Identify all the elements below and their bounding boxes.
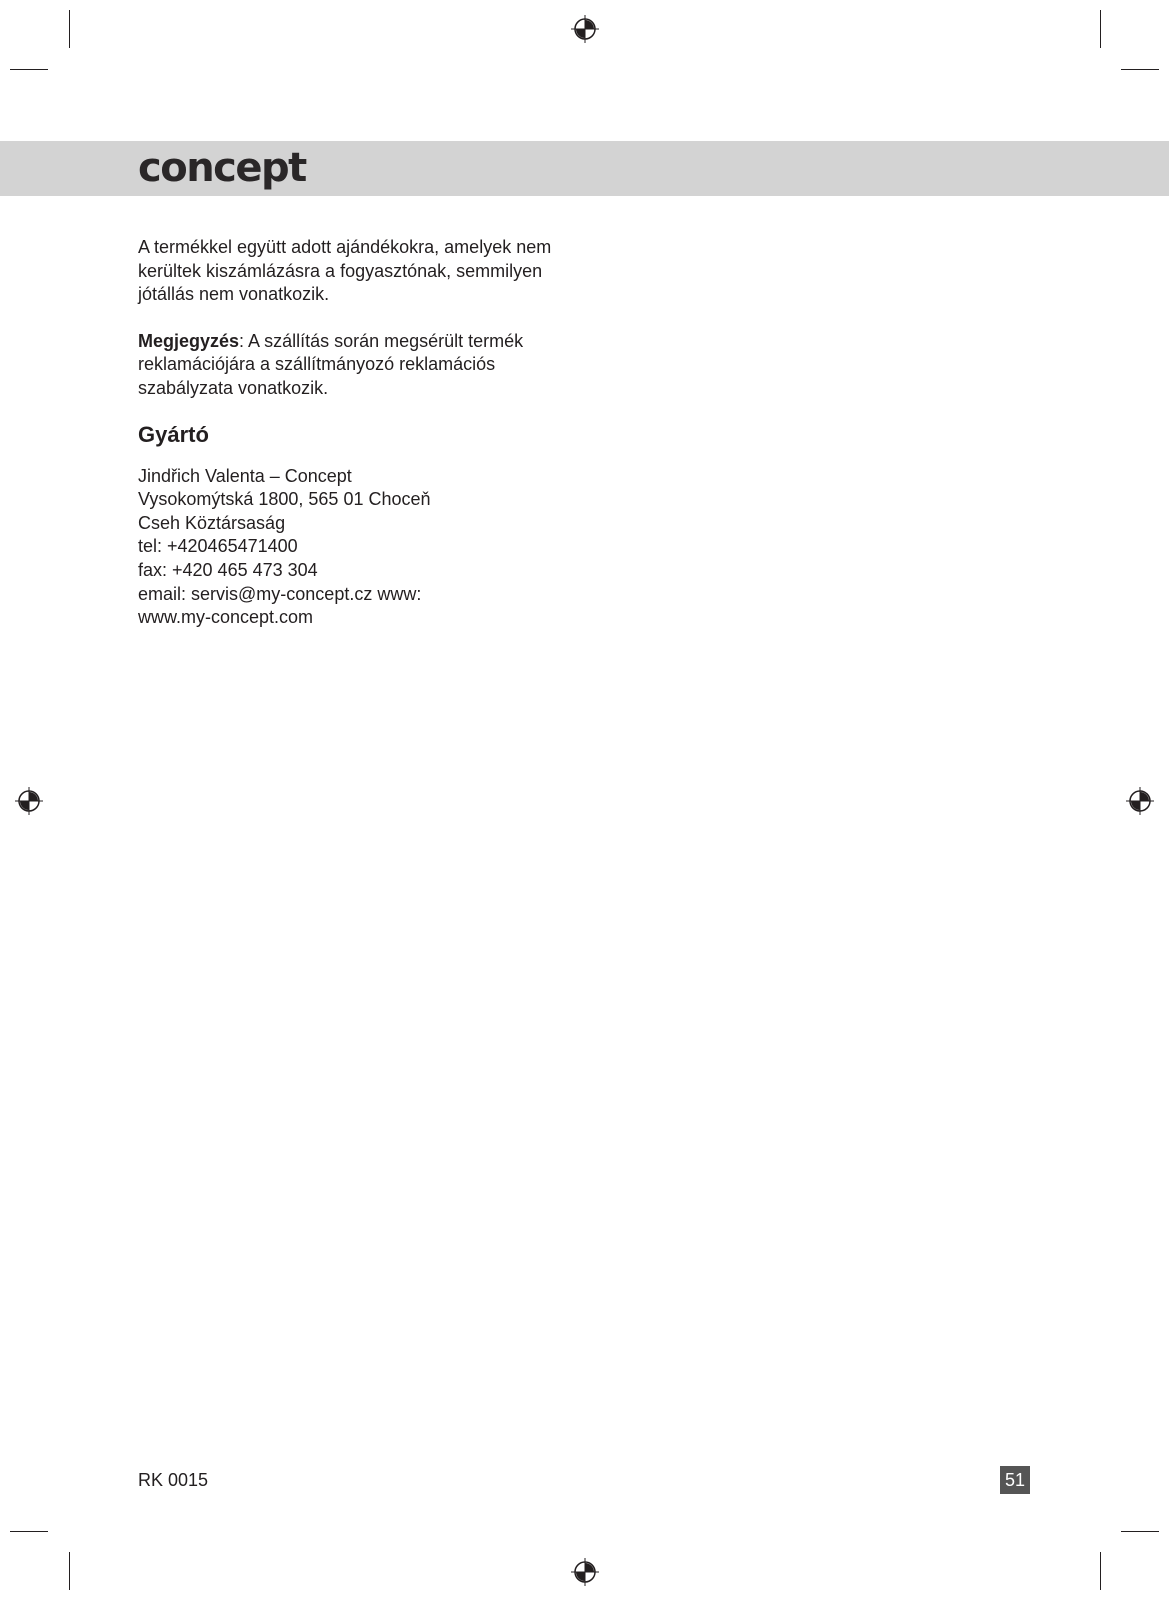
website-line: www.my-concept.com (138, 607, 314, 628)
crop-mark-icon (69, 10, 70, 48)
page-number: 51 (1000, 1466, 1030, 1494)
crop-mark-icon (10, 69, 48, 70)
note-paragraph (138, 330, 578, 401)
registration-mark-icon (14, 786, 44, 816)
crop-mark-icon (10, 1531, 48, 1532)
address-line: Cseh Köztársaság (138, 512, 286, 533)
phone-line: tel: +420465471400 (138, 536, 298, 557)
note-text: : A szállítás során megsérült termék reklamációjára a szállítmányozó reklamációs szabályzata vonatkozik. (138, 330, 524, 398)
main-content (138, 236, 578, 630)
registration-mark-icon (1125, 786, 1155, 816)
note-label: Megjegyzés (138, 330, 240, 351)
address-line: Jindřich Valenta – Concept (138, 465, 352, 486)
crop-mark-icon (69, 1552, 70, 1590)
crop-mark-icon (1100, 1552, 1101, 1590)
crop-mark-icon (1121, 1531, 1159, 1532)
registration-mark-icon (570, 1557, 600, 1587)
fax-line: fax: +420 465 473 304 (138, 559, 318, 580)
brand-logo: concept (138, 145, 306, 191)
manufacturer-heading: Gyártó (138, 421, 209, 447)
email-line: email: servis@my-concept.cz www: (138, 583, 422, 604)
registration-mark-icon (570, 14, 600, 44)
model-number: RK 0015 (138, 1470, 209, 1490)
gift-warranty-paragraph: A termékkel együtt adott ajándékokra, amelyek nem kerültek kiszámlázásra a fogyasztónak, semmilyen jótállás nem vonatkozik. (138, 237, 552, 305)
address-line: Vysokomýtská 1800, 565 01 Choceň (138, 489, 431, 510)
manufacturer-address (138, 465, 578, 630)
crop-mark-icon (1121, 69, 1159, 70)
crop-mark-icon (1100, 10, 1101, 48)
